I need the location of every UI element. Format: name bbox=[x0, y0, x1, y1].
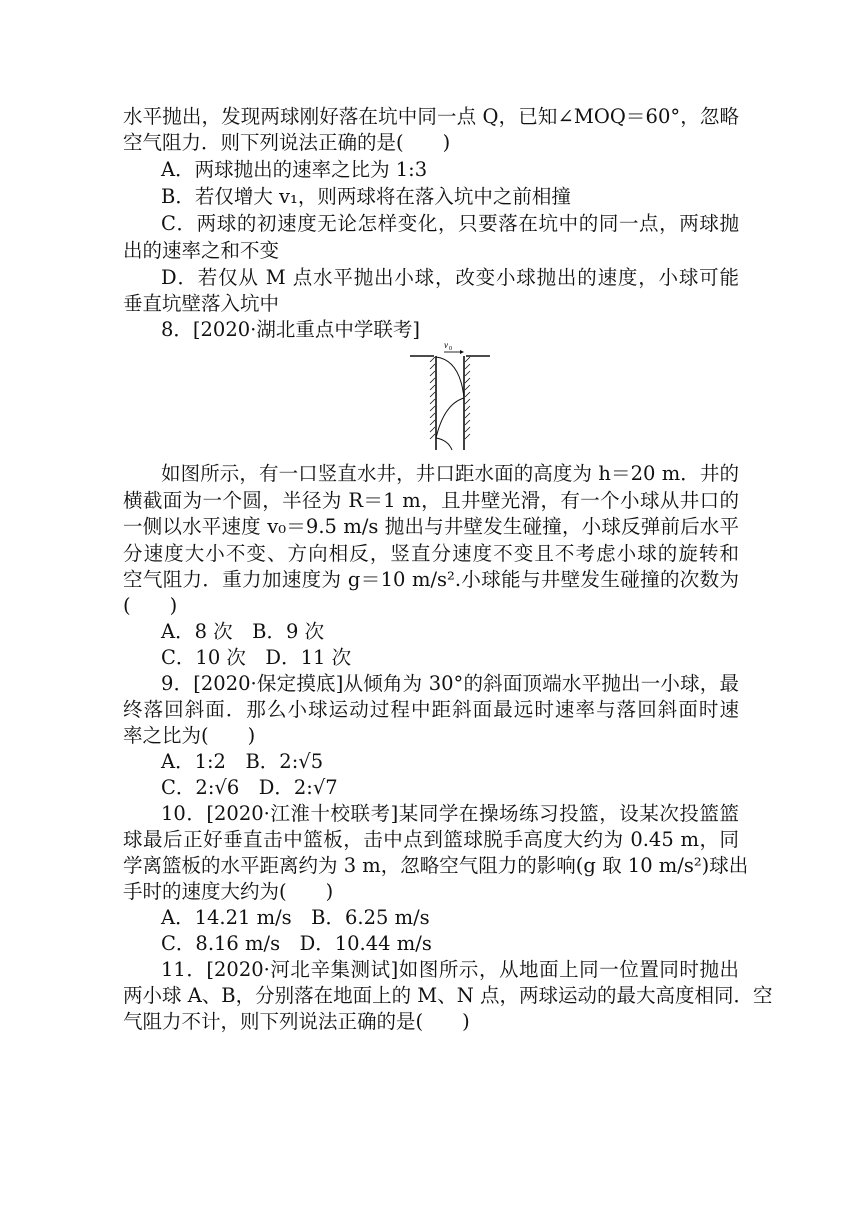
question-9: 9．[2020·保定摸底]从倾角为 30°的斜面顶端水平抛出一小球，最 bbox=[161, 672, 739, 695]
well-figure bbox=[404, 338, 494, 452]
text-line: 如图所示，有一口竖直水井，井口距水面的高度为 h＝20 m．井的 bbox=[161, 462, 739, 485]
option-cd: C．10 次 D．11 次 bbox=[161, 646, 352, 669]
text-line: 垂直坑壁落入坑中 bbox=[123, 292, 280, 315]
option-ab: A．8 次 B．9 次 bbox=[161, 620, 325, 643]
option-b: B．若仅增大 v₁，则两球将在落入坑中之前相撞 bbox=[161, 185, 571, 208]
text-line: 气阻力不计，则下列说法正确的是( ) bbox=[123, 1010, 470, 1033]
option-a: A．两球抛出的速率之比为 1:3 bbox=[161, 158, 428, 181]
text-line: 一侧以水平速度 v₀＝9.5 m/s 抛出与井壁发生碰撞，小球反弹前后水平 bbox=[123, 515, 739, 538]
question-8-header: 8．[2020·湖北重点中学联考] bbox=[161, 318, 420, 341]
text-line: 两小球 A、B，分别落在地面上的 M、N 点，两球运动的最大高度相同．空 bbox=[123, 984, 773, 1007]
text-line: 空气阻力．重力加速度为 g＝10 m/s².小球能与井壁发生碰撞的次数为 bbox=[123, 568, 739, 591]
text-line: 终落回斜面．那么小球运动过程中距斜面最远时速率与落回斜面时速 bbox=[123, 698, 739, 721]
option-cd: C．2:√6 D．2:√7 bbox=[161, 776, 338, 799]
text-line: 球最后正好垂直击中篮板，击中点到篮球脱手高度大约为 0.45 m，同 bbox=[123, 828, 739, 851]
option-ab: A．14.21 m/s B．6.25 m/s bbox=[161, 906, 430, 929]
option-cd: C．8.16 m/s D．10.44 m/s bbox=[161, 932, 432, 955]
question-10: 10．[2020·江淮十校联考]某同学在操场练习投篮，设某次投篮篮 bbox=[161, 802, 739, 825]
text-line: 手时的速度大约为( ) bbox=[123, 880, 334, 903]
text-line: 水平抛出，发现两球刚好落在坑中同一点 Q，已知∠MOQ＝60°，忽略 bbox=[123, 105, 739, 128]
svg-text:0: 0 bbox=[449, 346, 452, 352]
text-line: 出的速率之和不变 bbox=[123, 239, 280, 262]
option-d: D．若仅从 M 点水平抛出小球，改变小球抛出的速度，小球可能 bbox=[161, 266, 739, 289]
text-line: 学离篮板的水平距离约为 3 m，忽略空气阻力的影响(g 取 10 m/s²)球出 bbox=[123, 854, 749, 877]
option-c: C．两球的初速度无论怎样变化，只要落在坑中的同一点，两球抛 bbox=[161, 212, 739, 235]
option-ab: A．1:2 B．2:√5 bbox=[161, 750, 324, 773]
text-line: 率之比为( ) bbox=[123, 724, 256, 747]
text-line: 分速度大小不变、方向相反，竖直分速度不变且不考虑小球的旋转和 bbox=[123, 542, 739, 565]
question-11: 11．[2020·河北辛集测试]如图所示，从地面上同一位置同时抛出 bbox=[161, 958, 739, 981]
text-line: 横截面为一个圆，半径为 R＝1 m，且井壁光滑，有一个小球从井口的 bbox=[123, 489, 739, 512]
text-line: 空气阻力．则下列说法正确的是( ) bbox=[123, 131, 451, 154]
text-line: ( ) bbox=[123, 594, 178, 617]
velocity-label: v bbox=[444, 340, 448, 350]
